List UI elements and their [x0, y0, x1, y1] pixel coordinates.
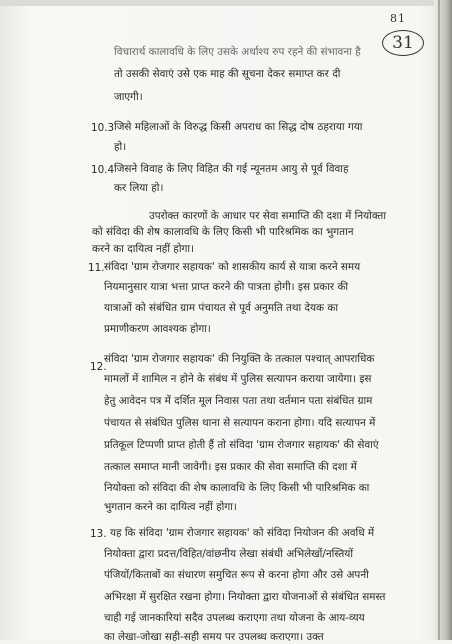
text-line: यात्राओं को संबंधित ग्राम पंचायत से पूर्व अनुमति तथा देयक का	[104, 302, 339, 314]
text-line: मामलों में शामिल न होने के संबंध में पुलिस सत्यापन कराया जायेगा। इस	[104, 373, 372, 385]
text-line: का लेखा-जोखा सही-सही समय पर उपलब्ध कराएगा। उक्त	[104, 631, 324, 643]
clause-number: 13.	[90, 528, 107, 540]
text-line: तत्काल समाप्त मानी जावेगी। इस प्रकार की सेवा समाप्ति की दशा में	[104, 461, 357, 473]
text-line: संविदा 'ग्राम रोजगार सहायक' की नियुक्ति के तत्काल पश्चात् आपराधिक	[104, 353, 375, 365]
text-line: अभिरक्षा में सुरक्षित रखना होगा। नियोक्ता द्वारा योजनाओं से संबंधित समस्त	[104, 591, 386, 603]
text-line: जिसे महिलाओं के विरुद्ध किसी अपराध का सिद्ध दोष ठहराया गया	[114, 121, 363, 133]
text-line: को संविदा की शेष कालावधि के लिए किसी भी पारिश्रमिक का भुगतान	[92, 226, 354, 238]
text-line: करने का दायित्व नहीं होगा।	[92, 243, 194, 255]
text-line: हेतु आवेदन पत्र में दर्शित मूल निवास पता तथा वर्तमान पता संबंधित ग्राम	[104, 395, 373, 407]
text-line: संविदा 'ग्राम रोजगार सहायक' को शासकीय कार्य से यात्रा करने समय	[104, 261, 361, 273]
text-line: भुगतान करने का दायित्व नहीं होगा।	[104, 501, 237, 513]
clause-number: 12.	[90, 361, 107, 373]
text-line: चाही गई जानकारियां सदैव उपलब्ध कराएगा तथा योजना के आय-व्यय	[104, 612, 365, 624]
text-line: नियोक्ता को संविदा की शेष कालावधि के लिए किसी भी पारिश्रमिक का	[104, 482, 370, 494]
clause-number: 11.	[88, 262, 105, 274]
text-line: कर लिया हो।	[114, 182, 164, 194]
page-number-top: 81	[390, 12, 406, 25]
text-line: तो उसकी सेवाएं उसे एक माह की सूचना देकर समाप्त कर दी	[114, 68, 341, 80]
text-line: पंचायत से संबंधित पुलिस थाना से सत्यापन कराना होगा। यदि सत्यापन में	[104, 417, 376, 429]
page-number	[382, 14, 436, 54]
text-line: हो।	[114, 141, 127, 153]
scan-top-edge	[0, 0, 452, 6]
text-line: पंजियों/किताबों का संधारण समुचित रूप से करना होगा और उसे अपनी	[104, 569, 369, 581]
text-line: विचारार्थ कालावधि के लिए उसके अर्थाश्य रुप रहने की संभावना है	[114, 46, 361, 58]
clause-number: 10.4	[91, 164, 115, 176]
text-line: यह कि संविदा 'ग्राम रोजगार सहायक' को संविदा नियोजन की अवधि में	[110, 527, 375, 539]
text-line: नियोक्ता द्वारा प्रदत्त/विहित/वांछनीय लेखा संबंधी अभिलेखों/नस्तियों	[104, 548, 354, 560]
text-line: प्रमाणीकरण आवश्यक होगा।	[104, 323, 211, 335]
scan-right-edge	[434, 0, 452, 640]
text-line: उपरोक्त कारणों के आधार पर सेवा समाप्ति की दशा में नियोक्ता	[149, 210, 387, 222]
text-line: प्रतिकूल टिप्पणी प्राप्त होती हैं तो संविदा 'ग्राम रोजगार सहायक' की सेवाएं	[104, 439, 379, 451]
page-number-circled: 31	[382, 30, 424, 56]
scan-binding-line	[438, 0, 440, 640]
clause-number: 10.3	[91, 122, 115, 134]
text-line: जिसने विवाह के लिए विहित की गई न्यूनतम आयु से पूर्व विवाह	[114, 163, 349, 175]
text-line: जाएगी।	[114, 91, 143, 103]
text-line: नियमानुसार यात्रा भत्ता प्राप्त करने की पात्रता होगी। इस प्रकार की	[104, 281, 349, 293]
